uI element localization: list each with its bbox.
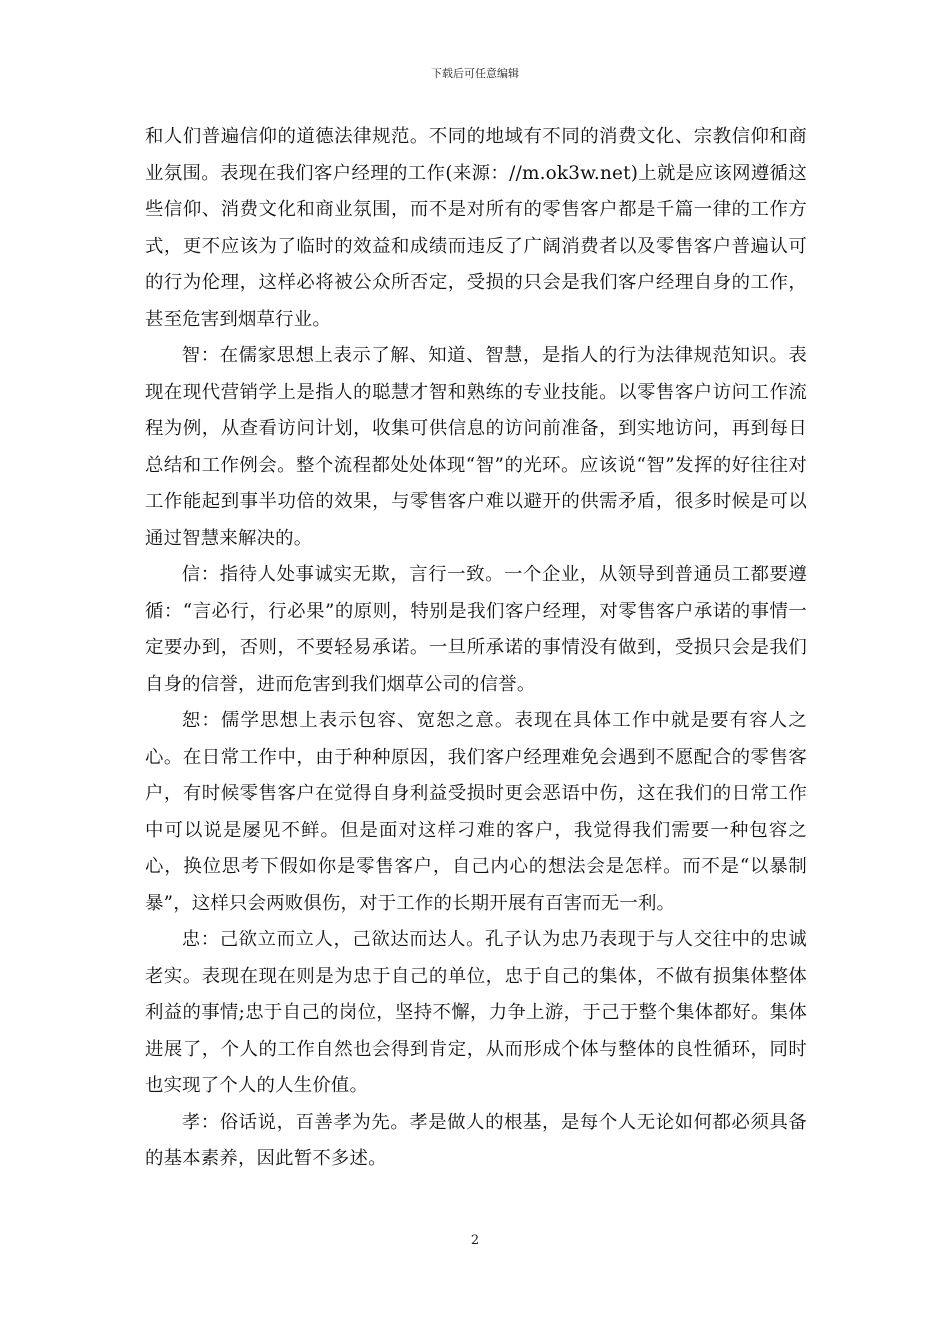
- paragraph-norms-continuation: 和人们普遍信仰的道德法律规范。不同的地域有不同的消费文化、宗教信仰和商业氛围。表现在我们客户经理的工作(来源：//m.ok3w.net)上就是应该网遵循这些信仰、消费文化和商业氛围，而不是对所有的零售客户都是千篇一律的工作方式，更不应该为了临时的效益和成绩而违反了广阔消费者以及零售客户普遍认可的行为伦理，这样必将被公众所否定，受损的只会是我们客户经理自身的工作，甚至危害到烟草行业。: [145, 126, 807, 330]
- paragraph-shu: 恕：儒学思想上表示包容、宽恕之意。表现在具体工作中就是要有容人之心。在日常工作中，由于种种原因，我们客户经理难免会遇到不愿配合的零售客户，有时候零售客户在觉得自身利益受损时更会恶语中伤，这在我们的日常工作中可以说是屡见不鲜。但是面对这样刁难的客户，我觉得我们需要一种包容之心，换位思考下假如你是零售客户，自己内心的想法会是怎样。而不是“以暴制暴”，这样只会两败俱伤，对于工作的长期开展有百害而无一利。: [145, 710, 807, 914]
- page-number: 2: [470, 1233, 480, 1248]
- page-header-note: 下载后可任意编辑: [431, 67, 519, 80]
- paragraph-xin: 信：指待人处事诚实无欺，言行一致。一个企业，从领导到普通员工都要遵循：“言必行，行必果”的原则，特别是我们客户经理，对零售客户承诺的事情一定要办到，否则，不要轻易承诺。一旦所承诺的事情没有做到，受损只会是我们自身的信誉，进而危害到我们烟草公司的信誉。: [145, 564, 807, 695]
- document-body: [145, 119, 807, 1178]
- paragraph-zhi: 智：在儒家思想上表示了解、知道、智慧，是指人的行为法律规范知识。表现在现代营销学上是指人的聪慧才智和熟练的专业技能。以零售客户访问工作流程为例，从查看访问计划，收集可供信息的访问前准备，到实地访问，再到每日总结和工作例会。整个流程都处处体现“智”的光环。应该说“智”发挥的好往往对工作能起到事半功倍的效果，与零售客户难以避开的供需矛盾，很多时候是可以通过智慧来解决的。: [145, 345, 807, 549]
- paragraph-xiao: 孝：俗话说，百善孝为先。孝是做人的根基，是每个人无论如何都必须具备的基本素养，因此暂不多述。: [145, 1111, 807, 1169]
- paragraph-zhong: 忠：己欲立而立人，己欲达而达人。孔子认为忠乃表现于与人交往中的忠诚老实。表现在现在则是为忠于自己的单位，忠于自己的集体，不做有损集体整体利益的事情;忠于自己的岗位，坚持不懈，力争上游，于己于整个集体都好。集体进展了，个人的工作自然也会得到肯定，从而形成个体与整体的良性循环，同时也实现了个人的人生价值。: [145, 929, 807, 1096]
